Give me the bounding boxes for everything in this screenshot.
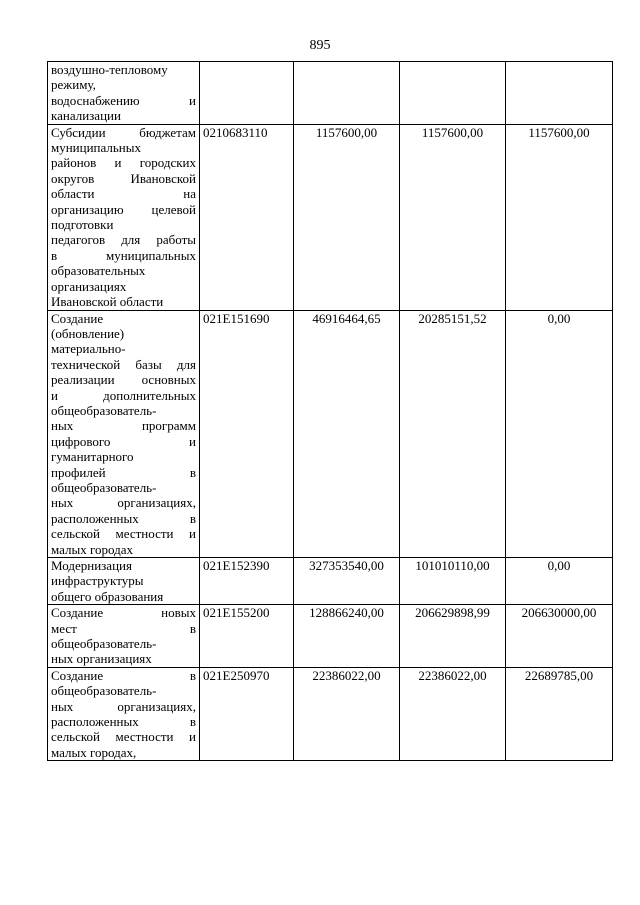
amount-year3-cell: 1157600,00 xyxy=(506,124,613,310)
row-name-line: ных организациях xyxy=(51,651,152,667)
row-name-line: ных организациях, xyxy=(51,495,196,511)
amount-year2-cell: 206629898,99 xyxy=(400,605,506,668)
row-name-line: ных программ xyxy=(51,418,196,434)
row-name-line: муниципальных xyxy=(51,140,142,156)
row-name-line: подготовки xyxy=(51,217,114,233)
amount-year3-cell xyxy=(506,62,613,125)
row-name-line: воздушно-тепловому xyxy=(51,62,168,77)
row-name-line: Модернизация xyxy=(51,558,132,573)
row-name-line: общеобразователь- xyxy=(51,402,157,418)
row-name-line: общеобразователь- xyxy=(51,636,157,652)
row-name-line: Ивановской области xyxy=(51,294,164,310)
row-name-line: (обновление) xyxy=(51,325,125,341)
amount-year3-cell: 22689785,00 xyxy=(506,667,613,760)
row-name-line: расположенных в xyxy=(51,510,196,526)
amount-year1-cell: 46916464,65 xyxy=(294,310,400,558)
amount-year2-cell: 20285151,52 xyxy=(400,310,506,558)
row-name-line: общего образования xyxy=(51,588,164,604)
budget-code-cell: 021E155200 xyxy=(200,605,294,668)
budget-code-cell: 021E151690 xyxy=(200,310,294,558)
budget-table xyxy=(47,61,613,761)
row-name-line: режиму, xyxy=(51,77,96,93)
table-row xyxy=(48,124,613,310)
page-number: 895 xyxy=(309,38,331,53)
budget-code-cell: 021E152390 xyxy=(200,558,294,605)
amount-year2-cell: 101010110,00 xyxy=(400,558,506,605)
row-name-cell xyxy=(48,667,200,760)
row-name-line: области на xyxy=(51,186,196,202)
table-row xyxy=(48,62,613,125)
row-name-line: Субсидии бюджетам xyxy=(51,124,196,140)
row-name-cell xyxy=(48,558,200,605)
table-row xyxy=(48,605,613,668)
row-name-line: и дополнительных xyxy=(51,387,196,403)
row-name-line: канализации xyxy=(51,108,121,124)
row-name-line: инфраструктуры xyxy=(51,573,144,589)
row-name-line: общеобразователь- xyxy=(51,683,157,699)
row-name-line: расположенных в xyxy=(51,714,196,730)
amount-year1-cell: 1157600,00 xyxy=(294,124,400,310)
row-name-line: Создание в xyxy=(51,667,196,683)
amount-year1-cell: 22386022,00 xyxy=(294,667,400,760)
row-name-line: образовательных xyxy=(51,263,146,279)
amount-year2-cell xyxy=(400,62,506,125)
table-row xyxy=(48,310,613,558)
amount-year1-cell: 128866240,00 xyxy=(294,605,400,668)
row-name-cell xyxy=(48,605,200,668)
row-name-line: округов Ивановской xyxy=(51,170,196,186)
table-body xyxy=(48,62,613,761)
row-name-line: педагогов для работы xyxy=(51,232,196,248)
row-name-line: цифрового и xyxy=(51,433,196,449)
row-name-line: Создание xyxy=(51,310,104,326)
amount-year3-cell: 0,00 xyxy=(506,310,613,558)
amount-year1-cell: 327353540,00 xyxy=(294,558,400,605)
budget-code-cell xyxy=(200,62,294,125)
row-name-line: сельской местности и xyxy=(51,526,196,542)
row-name-line: ных организациях, xyxy=(51,698,196,714)
row-name-line: районов и городских xyxy=(51,155,196,171)
row-name-line: организациях xyxy=(51,278,127,294)
amount-year2-cell: 22386022,00 xyxy=(400,667,506,760)
row-name-cell xyxy=(48,124,200,310)
row-name-line: в муниципальных xyxy=(51,247,196,263)
row-name-cell xyxy=(48,62,200,125)
row-name-line: гуманитарного xyxy=(51,449,134,465)
row-name-line: материально- xyxy=(51,341,126,357)
row-name-line: малых городах xyxy=(51,541,134,557)
row-name-line: водоснабжению и xyxy=(51,92,196,108)
row-name-line: технической базы для xyxy=(51,356,196,372)
row-name-line: профилей в xyxy=(51,464,196,480)
table-row xyxy=(48,667,613,760)
amount-year3-cell: 0,00 xyxy=(506,558,613,605)
amount-year2-cell: 1157600,00 xyxy=(400,124,506,310)
amount-year3-cell: 206630000,00 xyxy=(506,605,613,668)
amount-year1-cell xyxy=(294,62,400,125)
row-name-line: мест в xyxy=(51,620,196,636)
table-row xyxy=(48,558,613,605)
row-name-line: Создание новых xyxy=(51,605,196,621)
row-name-line: реализации основных xyxy=(51,372,196,388)
row-name-line: общеобразователь- xyxy=(51,479,157,495)
row-name-cell xyxy=(48,310,200,558)
budget-code-cell: 021E250970 xyxy=(200,667,294,760)
row-name-line: малых городах, xyxy=(51,744,137,760)
budget-code-cell: 0210683110 xyxy=(200,124,294,310)
row-name-line: организацию целевой xyxy=(51,201,196,217)
row-name-line: сельской местности и xyxy=(51,729,196,745)
